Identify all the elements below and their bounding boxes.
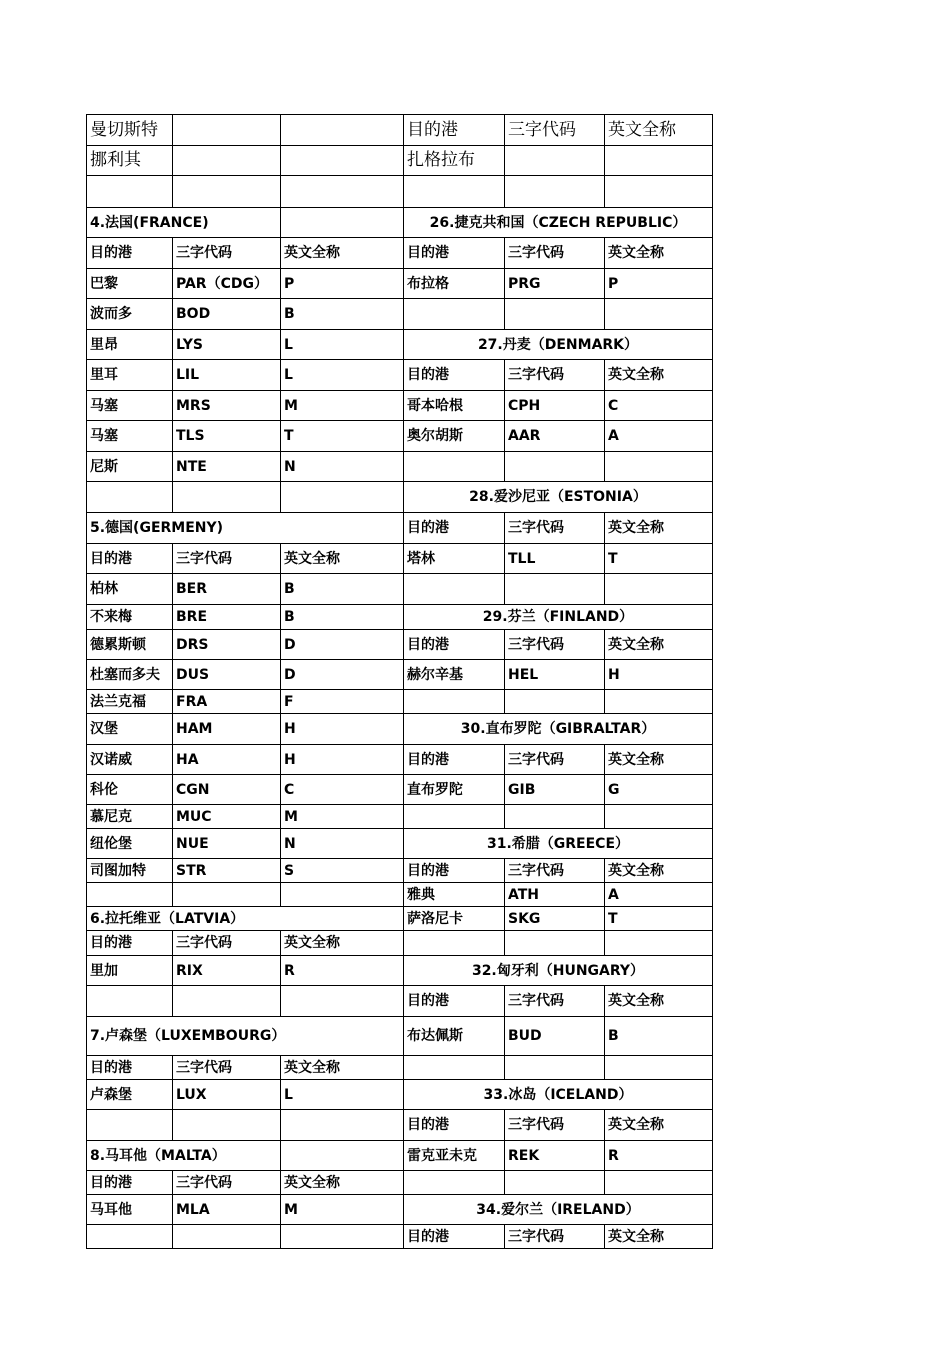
table-row xyxy=(86,630,713,660)
table-cell: TLS xyxy=(173,421,281,451)
table-cell: 英文全称 xyxy=(605,115,713,145)
table-row xyxy=(86,574,713,605)
table-cell xyxy=(281,986,404,1016)
table-cell xyxy=(281,883,404,906)
table-cell xyxy=(281,1141,404,1170)
table-cell: 马耳他 xyxy=(86,1195,173,1224)
table-cell: B xyxy=(281,299,404,329)
table-cell: 挪利其 xyxy=(86,146,173,175)
table-cell xyxy=(281,115,404,145)
table-cell: B xyxy=(605,1017,713,1055)
table-cell: N xyxy=(281,452,404,481)
table-cell: 三字代码 xyxy=(505,115,605,145)
table-cell: L xyxy=(281,1080,404,1109)
table-cell: 德累斯顿 xyxy=(86,630,173,659)
section-header-cell: 33.冰岛（ICELAND） xyxy=(404,1080,713,1109)
table-cell: S xyxy=(281,859,404,882)
table-cell: 奥尔胡斯 xyxy=(404,421,505,451)
table-row xyxy=(86,859,713,883)
table-cell: 英文全称 xyxy=(605,859,713,882)
table-cell: A xyxy=(605,421,713,451)
table-cell: H xyxy=(605,660,713,689)
table-cell: 5.德国(GERMENY) xyxy=(86,513,404,543)
table-cell: B xyxy=(281,574,404,604)
table-cell: BER xyxy=(173,574,281,604)
table-cell: 目的港 xyxy=(86,238,173,268)
table-row xyxy=(86,986,713,1017)
table-row xyxy=(86,907,713,931)
table-cell: NUE xyxy=(173,829,281,858)
table-cell: TLL xyxy=(505,544,605,573)
table-cell: 萨洛尼卡 xyxy=(404,907,505,930)
table-cell: 目的港 xyxy=(404,630,505,659)
table-cell: 英文全称 xyxy=(281,544,404,573)
table-cell xyxy=(404,931,505,955)
table-cell xyxy=(173,1110,281,1140)
table-cell: L xyxy=(281,360,404,390)
table-cell xyxy=(605,176,713,207)
table-row xyxy=(86,176,713,208)
table-cell: BOD xyxy=(173,299,281,329)
table-cell: T xyxy=(281,421,404,451)
table-cell: DRS xyxy=(173,630,281,659)
table-cell: 三字代码 xyxy=(173,544,281,573)
table-row xyxy=(86,360,713,391)
table-row xyxy=(86,1195,713,1225)
table-cell xyxy=(404,690,505,713)
table-cell xyxy=(605,931,713,955)
table-cell: P xyxy=(605,269,713,298)
table-cell: 马塞 xyxy=(86,391,173,420)
table-cell: 英文全称 xyxy=(605,1110,713,1140)
table-row xyxy=(86,1171,713,1195)
table-cell: 英文全称 xyxy=(605,986,713,1016)
table-row xyxy=(86,114,713,146)
table-cell: 杜塞而多夫 xyxy=(86,660,173,689)
table-cell xyxy=(505,931,605,955)
table-cell: 三字代码 xyxy=(505,360,605,390)
table-cell: 目的港 xyxy=(404,238,505,268)
table-row xyxy=(86,482,713,513)
table-cell: A xyxy=(605,883,713,906)
table-cell: 三字代码 xyxy=(505,630,605,659)
table-row xyxy=(86,513,713,544)
table-cell: 英文全称 xyxy=(605,1225,713,1248)
table-cell xyxy=(173,482,281,512)
table-cell: 三字代码 xyxy=(173,1171,281,1194)
table-cell: 里昂 xyxy=(86,330,173,359)
table-row xyxy=(86,1080,713,1110)
table-cell: L xyxy=(281,330,404,359)
table-cell: 布达佩斯 xyxy=(404,1017,505,1055)
table-cell: HA xyxy=(173,745,281,774)
table-cell: 目的港 xyxy=(404,745,505,774)
table-cell: 扎格拉布 xyxy=(404,146,505,175)
table-cell xyxy=(404,805,505,828)
table-cell: LYS xyxy=(173,330,281,359)
section-header-cell: 28.爱沙尼亚（ESTONIA） xyxy=(404,482,713,512)
table-cell: MUC xyxy=(173,805,281,828)
section-header-cell: 32.匈牙利（HUNGARY） xyxy=(404,956,713,985)
table-cell: 司图加特 xyxy=(86,859,173,882)
table-cell: MRS xyxy=(173,391,281,420)
table-row xyxy=(86,775,713,805)
table-cell xyxy=(505,574,605,604)
table-cell: 里耳 xyxy=(86,360,173,390)
table-cell xyxy=(86,1110,173,1140)
table-cell: FRA xyxy=(173,690,281,713)
table-cell: STR xyxy=(173,859,281,882)
section-header-cell: 34.爱尔兰（IRELAND） xyxy=(404,1195,713,1224)
table-cell xyxy=(605,299,713,329)
table-cell: RIX xyxy=(173,956,281,985)
table-row xyxy=(86,330,713,360)
table-cell: 目的港 xyxy=(404,986,505,1016)
table-cell: CPH xyxy=(505,391,605,420)
table-cell: M xyxy=(281,391,404,420)
table-cell: 三字代码 xyxy=(173,1056,281,1079)
table-cell: 马塞 xyxy=(86,421,173,451)
table-row xyxy=(86,805,713,829)
table-cell: 三字代码 xyxy=(505,1225,605,1248)
table-cell: HAM xyxy=(173,714,281,744)
table-cell: M xyxy=(281,805,404,828)
table-row xyxy=(86,146,713,176)
table-row xyxy=(86,956,713,986)
table-row xyxy=(86,1056,713,1080)
table-cell: 三字代码 xyxy=(505,986,605,1016)
table-cell: HEL xyxy=(505,660,605,689)
table-cell xyxy=(86,883,173,906)
table-cell: D xyxy=(281,630,404,659)
table-cell: 尼斯 xyxy=(86,452,173,481)
table-cell: 科伦 xyxy=(86,775,173,804)
table-cell: SKG xyxy=(505,907,605,930)
table-cell xyxy=(281,208,404,237)
table-row xyxy=(86,690,713,714)
table-cell xyxy=(404,299,505,329)
table-cell: ATH xyxy=(505,883,605,906)
table-cell xyxy=(605,690,713,713)
table-cell: B xyxy=(281,605,404,629)
table-cell xyxy=(281,146,404,175)
table-cell xyxy=(86,176,173,207)
table-cell xyxy=(281,1110,404,1140)
table-cell: P xyxy=(281,269,404,298)
table-cell: R xyxy=(281,956,404,985)
table-row xyxy=(86,1017,713,1056)
table-row xyxy=(86,829,713,859)
table-row xyxy=(86,299,713,330)
table-cell: 巴黎 xyxy=(86,269,173,298)
table-cell xyxy=(605,1171,713,1194)
table-cell: 英文全称 xyxy=(605,238,713,268)
table-cell: 三字代码 xyxy=(505,745,605,774)
table-cell xyxy=(281,176,404,207)
table-cell xyxy=(605,805,713,828)
table-cell: T xyxy=(605,907,713,930)
table-cell xyxy=(173,1225,281,1248)
table-cell: 4.法国(FRANCE) xyxy=(86,208,281,237)
table-cell: 哥本哈根 xyxy=(404,391,505,420)
table-cell: 目的港 xyxy=(404,513,505,543)
table-cell: 目的港 xyxy=(86,1171,173,1194)
table-cell xyxy=(605,146,713,175)
table-cell: AAR xyxy=(505,421,605,451)
table-cell: N xyxy=(281,829,404,858)
table-cell: 英文全称 xyxy=(281,1171,404,1194)
table-cell: T xyxy=(605,544,713,573)
table-cell xyxy=(505,1171,605,1194)
table-cell xyxy=(86,986,173,1016)
table-cell: C xyxy=(605,391,713,420)
table-cell xyxy=(505,146,605,175)
table-cell: 汉诺威 xyxy=(86,745,173,774)
table-cell: 不来梅 xyxy=(86,605,173,629)
table-cell: 7.卢森堡（LUXEMBOURG） xyxy=(86,1017,404,1055)
table-cell xyxy=(173,883,281,906)
table-row xyxy=(86,1141,713,1171)
table-cell: NTE xyxy=(173,452,281,481)
table-cell: BUD xyxy=(505,1017,605,1055)
table-cell: PAR（CDG） xyxy=(173,269,281,298)
table-cell: 三字代码 xyxy=(173,238,281,268)
table-cell xyxy=(173,146,281,175)
table-cell: 里加 xyxy=(86,956,173,985)
table-cell xyxy=(404,452,505,481)
table-cell xyxy=(173,176,281,207)
table-cell: 英文全称 xyxy=(605,630,713,659)
table-cell xyxy=(505,805,605,828)
table-cell xyxy=(404,574,505,604)
table-cell: GIB xyxy=(505,775,605,804)
table-cell xyxy=(505,690,605,713)
table-row xyxy=(86,208,713,238)
section-header-cell: 26.捷克共和国（CZECH REPUBLIC） xyxy=(404,208,713,237)
table-cell: 目的港 xyxy=(404,1225,505,1248)
section-header-cell: 29.芬兰（FINLAND） xyxy=(404,605,713,629)
table-cell: 卢森堡 xyxy=(86,1080,173,1109)
section-header-cell: 27.丹麦（DENMARK） xyxy=(404,330,713,359)
table-row xyxy=(86,883,713,907)
table-cell: 目的港 xyxy=(404,115,505,145)
table-cell: 雷克亚未克 xyxy=(404,1141,505,1170)
table-cell xyxy=(86,482,173,512)
table-cell xyxy=(605,574,713,604)
table-cell: C xyxy=(281,775,404,804)
table-cell: H xyxy=(281,714,404,744)
table-cell: 赫尔辛基 xyxy=(404,660,505,689)
table-cell xyxy=(173,986,281,1016)
table-cell: 法兰克福 xyxy=(86,690,173,713)
table-cell: 三字代码 xyxy=(505,513,605,543)
table-cell: REK xyxy=(505,1141,605,1170)
table-cell xyxy=(505,452,605,481)
table-row xyxy=(86,269,713,299)
table-row xyxy=(86,660,713,690)
table-cell: 目的港 xyxy=(86,1056,173,1079)
table-cell: 目的港 xyxy=(404,859,505,882)
section-header-cell: 30.直布罗陀（GIBRALTAR） xyxy=(404,714,713,744)
table-cell: 英文全称 xyxy=(281,931,404,955)
table-cell: 英文全称 xyxy=(281,1056,404,1079)
table-cell: 目的港 xyxy=(86,544,173,573)
table-cell: 6.拉托维亚（LATVIA） xyxy=(86,907,404,930)
table-cell: PRG xyxy=(505,269,605,298)
table-cell: 柏林 xyxy=(86,574,173,604)
table-cell: LUX xyxy=(173,1080,281,1109)
table-cell: MLA xyxy=(173,1195,281,1224)
table-row xyxy=(86,1110,713,1141)
table-row xyxy=(86,421,713,452)
table-cell xyxy=(404,1056,505,1079)
table-cell xyxy=(404,1171,505,1194)
table-cell: 英文全称 xyxy=(605,513,713,543)
table-row xyxy=(86,238,713,269)
table-cell xyxy=(404,176,505,207)
table-row xyxy=(86,931,713,956)
table-cell: 三字代码 xyxy=(173,931,281,955)
table-cell: R xyxy=(605,1141,713,1170)
table-cell xyxy=(86,1225,173,1248)
table-cell: 英文全称 xyxy=(281,238,404,268)
table-cell: 三字代码 xyxy=(505,1110,605,1140)
table-cell: F xyxy=(281,690,404,713)
table-row xyxy=(86,391,713,421)
table-cell: 三字代码 xyxy=(505,238,605,268)
table-cell: D xyxy=(281,660,404,689)
table-cell: 目的港 xyxy=(404,1110,505,1140)
table-cell: 塔林 xyxy=(404,544,505,573)
table-cell: M xyxy=(281,1195,404,1224)
table-cell: 目的港 xyxy=(404,360,505,390)
table-row xyxy=(86,714,713,745)
table-cell xyxy=(605,452,713,481)
table-cell xyxy=(173,115,281,145)
table-cell: BRE xyxy=(173,605,281,629)
table-cell xyxy=(505,1056,605,1079)
section-header-cell: 31.希腊（GREECE） xyxy=(404,829,713,858)
table-cell xyxy=(281,482,404,512)
table-cell: 纽伦堡 xyxy=(86,829,173,858)
table-cell: 雅典 xyxy=(404,883,505,906)
port-code-table xyxy=(86,114,713,1249)
table-cell: 英文全称 xyxy=(605,745,713,774)
table-row xyxy=(86,544,713,574)
table-row xyxy=(86,452,713,482)
table-cell: H xyxy=(281,745,404,774)
table-cell: G xyxy=(605,775,713,804)
table-cell xyxy=(281,1225,404,1248)
table-cell: 英文全称 xyxy=(605,360,713,390)
table-cell: DUS xyxy=(173,660,281,689)
table-cell: 慕尼克 xyxy=(86,805,173,828)
table-cell: 布拉格 xyxy=(404,269,505,298)
table-cell: 波而多 xyxy=(86,299,173,329)
table-cell: 三字代码 xyxy=(505,859,605,882)
table-cell xyxy=(505,176,605,207)
table-cell xyxy=(505,299,605,329)
table-cell: 8.马耳他（MALTA） xyxy=(86,1141,281,1170)
table-cell: 目的港 xyxy=(86,931,173,955)
table-cell: 汉堡 xyxy=(86,714,173,744)
table-row xyxy=(86,1225,713,1249)
table-cell: LIL xyxy=(173,360,281,390)
table-row xyxy=(86,605,713,630)
table-cell: 直布罗陀 xyxy=(404,775,505,804)
table-row xyxy=(86,745,713,775)
table-cell xyxy=(605,1056,713,1079)
table-cell: CGN xyxy=(173,775,281,804)
table-cell: 曼切斯特 xyxy=(86,115,173,145)
